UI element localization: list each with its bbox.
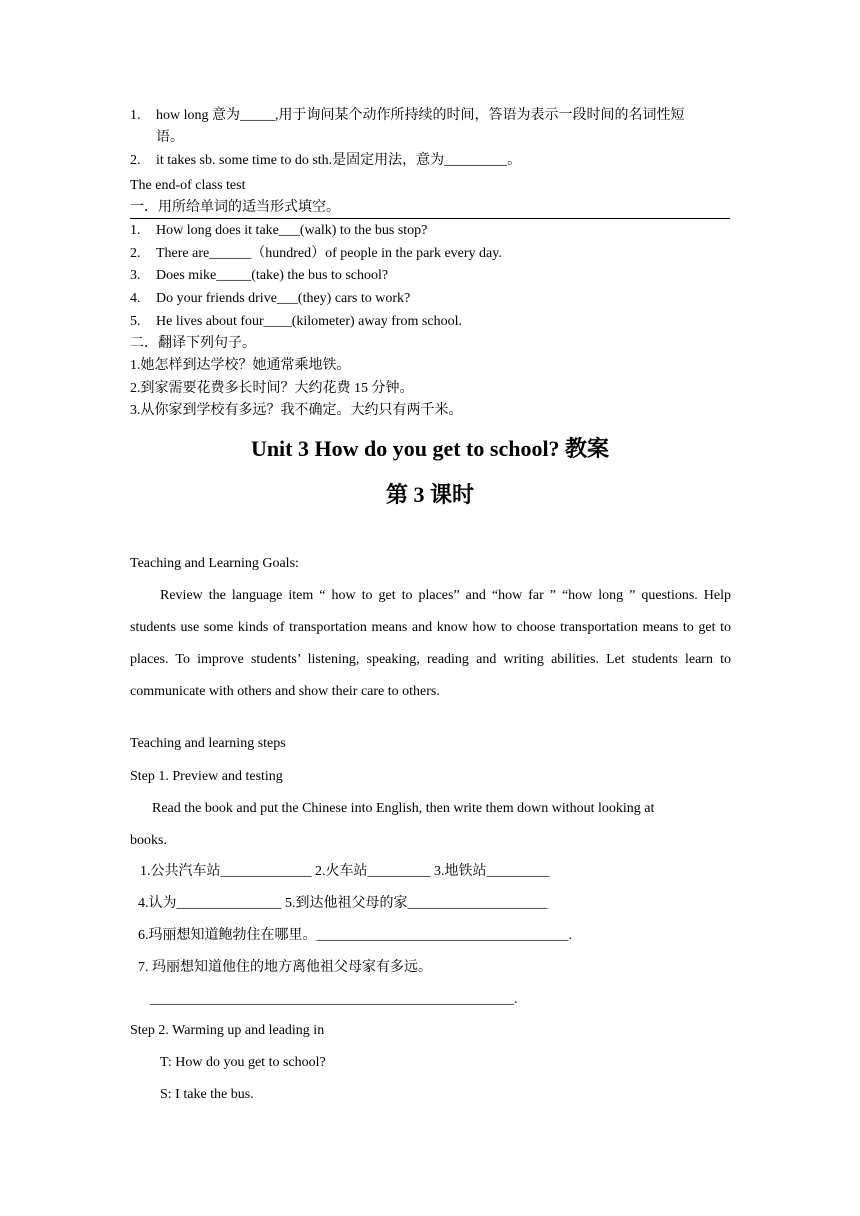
note-1-text: how long 意为_____,用于询问某个动作所持续的时间，答语为表示一段时间的名词性短: [156, 108, 685, 123]
test-item-number: 3.: [130, 268, 141, 283]
dialog-line: S: I take the bus.: [160, 1087, 254, 1102]
note-2-text: it takes sb. some time to do sth.是固定用法，意为_________。: [156, 153, 522, 168]
note-2-number: 2.: [130, 153, 141, 168]
test-item-text: Do your friends drive___(they) cars to work?: [156, 291, 411, 306]
test-item-text: Does mike_____(take) the bus to school?: [156, 268, 389, 283]
translation-item: 3.从你家到学校有多远？我不确定。大约只有两千米。: [130, 403, 463, 418]
exercise-line: 7. 玛丽想知道他住的地方离他祖父母家有多远。: [138, 960, 432, 975]
page-title: Unit 3 How do you get to school? 教案: [250, 436, 610, 461]
exercise-answer-line: ____________________________________________________.: [150, 992, 518, 1007]
test-item-text: How long does it take___(walk) to the bus stop?: [156, 223, 428, 238]
test-item-number: 1.: [130, 223, 141, 238]
exercise-line: 1.公共汽车站_____________ 2.火车站_________ 3.地铁站_________: [140, 864, 550, 879]
exercise-line: 6.玛丽想知道鲍勃住在哪里。____________________________________.: [138, 928, 572, 943]
note-2: [130, 153, 521, 170]
note-1: [130, 108, 685, 125]
note-1-continuation: 语。: [156, 130, 184, 145]
step-2-heading: Step 2. Warming up and leading in: [130, 1023, 325, 1038]
translation-item: 2.到家需要花费多长时间？大约花费 15 分钟。: [130, 381, 414, 396]
test-item-number: 5.: [130, 314, 141, 329]
exercise-line: 4.认为_______________ 5.到达他祖父母的家____________________: [138, 896, 548, 911]
translation-item: 1.她怎样到达学校？她通常乘地铁。: [130, 358, 351, 373]
test-item-text: He lives about four____(kilometer) away from school.: [156, 314, 462, 329]
test-item: [130, 291, 410, 308]
goals-heading: Teaching and Learning Goals:: [130, 556, 299, 571]
test-item: [130, 223, 427, 240]
test-item: [130, 314, 462, 331]
step-1-heading: Step 1. Preview and testing: [130, 769, 283, 784]
step-1-description: Read the book and put the Chinese into English, then write them down without looking at: [152, 801, 655, 816]
test-item-number: 4.: [130, 291, 141, 306]
part2-title: 二．翻译下列句子。: [130, 336, 256, 351]
test-item-text: There are______（hundred）of people in the park every day.: [156, 246, 502, 261]
step-1-description-continuation: books.: [130, 833, 167, 848]
test-item-number: 2.: [130, 246, 141, 261]
dialog-line: T: How do you get to school?: [160, 1055, 326, 1070]
divider-line: [130, 218, 730, 219]
test-heading: The end-of class test: [130, 178, 246, 193]
page-subtitle: 第 3 课时: [385, 482, 474, 507]
part1-title: 一．用所给单词的适当形式填空。: [130, 200, 340, 215]
goals-paragraph: Review the language item “ how to get to places” and “how far ” “how long ” questions. Help students use some kinds of transportation means and know how to choose transportation means to get to places. To improve students’ listening, speaking, reading and writing abilities. Let students learn to communicate with others and show their care to others.: [130, 588, 731, 699]
test-item: [130, 268, 388, 285]
note-1-number: 1.: [130, 108, 141, 123]
steps-heading: Teaching and learning steps: [130, 736, 286, 751]
test-item: [130, 246, 502, 263]
